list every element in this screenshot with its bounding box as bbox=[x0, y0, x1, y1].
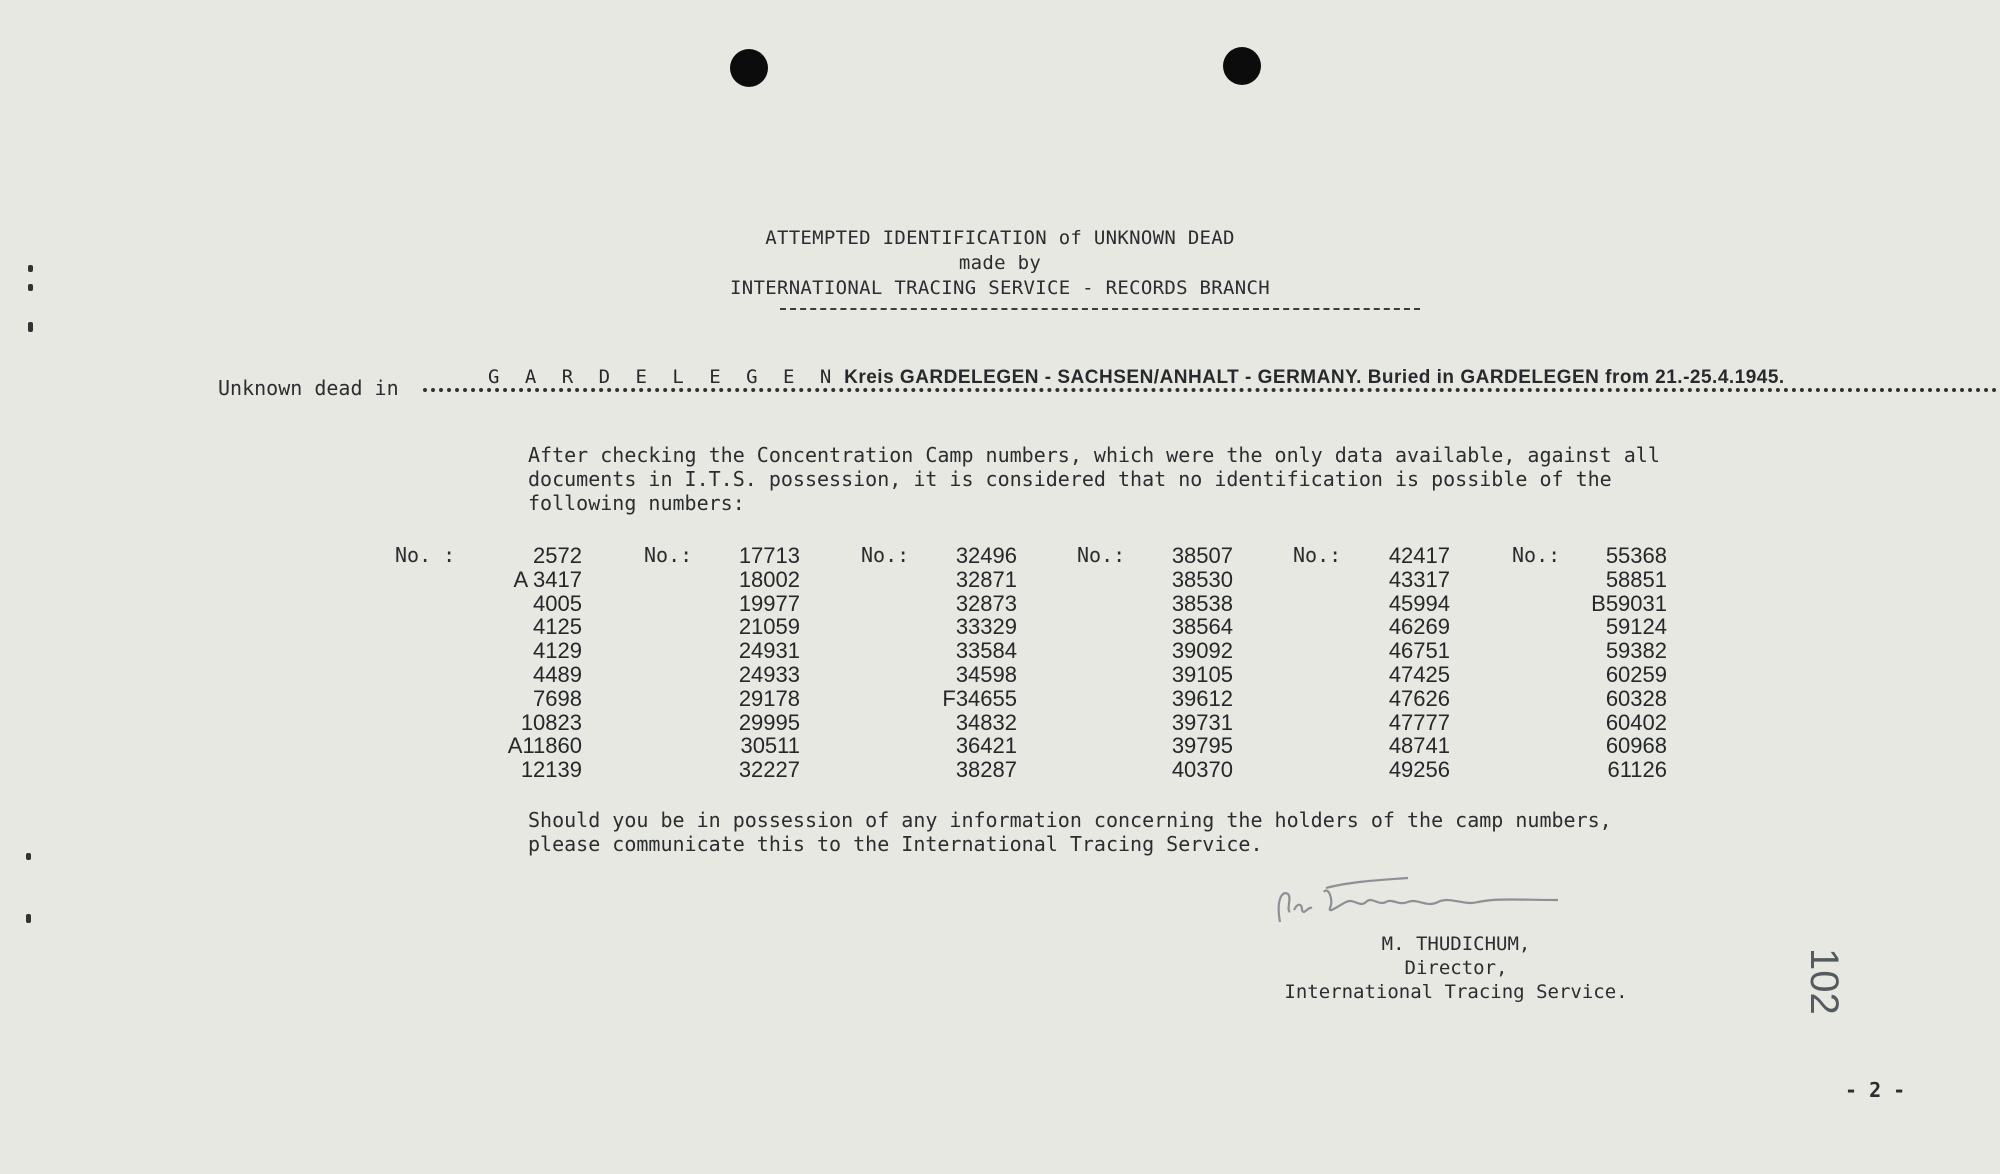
camp-number: 60328 bbox=[1605, 685, 1667, 711]
camp-number: 34832 bbox=[955, 709, 1017, 735]
camp-number: 46269 bbox=[1388, 614, 1450, 640]
camp-number: 47626 bbox=[1388, 685, 1450, 711]
number-column-label: No.: bbox=[1293, 543, 1342, 567]
camp-number: 17713 bbox=[738, 543, 800, 568]
camp-number: 43317 bbox=[1388, 566, 1450, 592]
location-label: Unknown dead in bbox=[218, 376, 399, 400]
camp-number: 4129 bbox=[533, 638, 582, 664]
camp-number: 39731 bbox=[1171, 709, 1233, 735]
camp-number: 33584 bbox=[955, 638, 1017, 664]
closing-paragraph bbox=[528, 808, 1612, 856]
camp-number: 18002 bbox=[738, 566, 800, 592]
camp-number: 46751 bbox=[1388, 638, 1450, 664]
heading-underline bbox=[780, 308, 1420, 310]
intro-line-1: After checking the Concentration Camp numbers, which were the only data available, against all bbox=[528, 443, 1660, 467]
camp-number: 40370 bbox=[1171, 757, 1233, 783]
camp-number: 24931 bbox=[738, 638, 800, 664]
camp-number: B59031 bbox=[1591, 590, 1667, 616]
camp-number: 4005 bbox=[533, 590, 582, 616]
document-heading bbox=[0, 226, 2000, 301]
camp-number: 58851 bbox=[1605, 566, 1667, 592]
intro-line-2: documents in I.T.S. possession, it is considered that no identification is possible of the bbox=[528, 467, 1612, 491]
camp-number: 55368 bbox=[1605, 543, 1667, 568]
camp-number: 38530 bbox=[1171, 566, 1233, 592]
camp-number: 39612 bbox=[1171, 685, 1233, 711]
page-number: - 2 - bbox=[1845, 1078, 1906, 1102]
location-line bbox=[218, 366, 1998, 402]
camp-number: 47777 bbox=[1388, 709, 1450, 735]
margin-mark bbox=[28, 322, 33, 332]
camp-number: 32873 bbox=[955, 590, 1017, 616]
number-column-label: No.: bbox=[644, 543, 693, 567]
camp-number: 29178 bbox=[738, 685, 800, 711]
camp-number: A 3417 bbox=[513, 566, 582, 592]
camp-number: 33329 bbox=[955, 614, 1017, 640]
punch-hole-left bbox=[730, 49, 768, 87]
camp-number: 48741 bbox=[1388, 733, 1450, 759]
signatory-name: M. THUDICHUM, bbox=[1381, 933, 1531, 955]
camp-number: 7698 bbox=[533, 685, 582, 711]
camp-number: 39092 bbox=[1171, 638, 1233, 664]
heading-line-2: made by bbox=[958, 252, 1042, 274]
camp-number: 60968 bbox=[1605, 733, 1667, 759]
camp-number: 29995 bbox=[738, 709, 800, 735]
signature-block bbox=[1236, 932, 1676, 1004]
camp-number: A11860 bbox=[507, 733, 582, 759]
side-stamp-number: 102 bbox=[1802, 948, 1846, 1015]
camp-number: 36421 bbox=[955, 733, 1017, 759]
closing-line-1: Should you be in possession of any information concerning the holders of the camp numbers, bbox=[528, 808, 1612, 832]
camp-number: 42417 bbox=[1388, 543, 1450, 568]
margin-mark bbox=[26, 914, 31, 923]
camp-number: 24933 bbox=[738, 662, 800, 687]
camp-number: 61126 bbox=[1607, 757, 1667, 783]
camp-number: 59124 bbox=[1605, 614, 1667, 640]
signatory-organization: International Tracing Service. bbox=[1284, 981, 1628, 1003]
camp-number: 38564 bbox=[1171, 614, 1233, 640]
number-column-label: No.: bbox=[1077, 543, 1126, 567]
number-column-label: No.: bbox=[1512, 543, 1561, 567]
signatory-title: Director, bbox=[1404, 957, 1508, 979]
intro-line-3: following numbers: bbox=[528, 491, 745, 515]
intro-paragraph bbox=[528, 443, 1660, 515]
camp-number: 38287 bbox=[955, 757, 1017, 783]
handwritten-signature bbox=[1268, 850, 1568, 930]
camp-number: 4489 bbox=[533, 662, 582, 687]
camp-number: F34655 bbox=[942, 685, 1017, 711]
camp-number: 4125 bbox=[533, 614, 582, 640]
camp-number: 21059 bbox=[738, 614, 800, 640]
camp-number: 32871 bbox=[955, 566, 1017, 592]
camp-number: 34598 bbox=[955, 662, 1017, 687]
camp-number: 19977 bbox=[738, 590, 800, 616]
number-column-label: No. : bbox=[395, 543, 456, 567]
camp-number: 2572 bbox=[533, 543, 582, 568]
place-name: G A R D E L E G E N bbox=[488, 366, 839, 388]
margin-mark bbox=[26, 853, 31, 860]
camp-number: 32227 bbox=[738, 757, 800, 783]
camp-number: 12139 bbox=[520, 757, 582, 783]
camp-number: 59382 bbox=[1605, 638, 1667, 664]
camp-number: 30511 bbox=[740, 733, 800, 759]
number-column-label: No.: bbox=[861, 543, 910, 567]
punch-hole-right bbox=[1223, 47, 1261, 85]
camp-number: 38507 bbox=[1171, 543, 1233, 568]
camp-number: 47425 bbox=[1388, 662, 1450, 687]
camp-number: 45994 bbox=[1388, 590, 1450, 616]
camp-number: 60259 bbox=[1605, 662, 1667, 687]
camp-number: 38538 bbox=[1171, 590, 1233, 616]
heading-line-3: INTERNATIONAL TRACING SERVICE - RECORDS BRANCH bbox=[730, 277, 1270, 299]
camp-number: 39795 bbox=[1171, 733, 1233, 759]
camp-number: 39105 bbox=[1171, 662, 1233, 687]
location-value bbox=[488, 366, 1785, 389]
camp-number: 32496 bbox=[955, 543, 1017, 568]
place-detail: Kreis GARDELEGEN - SACHSEN/ANHALT - GERMANY. Buried in GARDELEGEN from 21.-25.4.1945. bbox=[844, 367, 1785, 388]
closing-line-2: please communicate this to the International Tracing Service. bbox=[528, 832, 1263, 856]
camp-number: 10823 bbox=[520, 709, 582, 735]
heading-line-1: ATTEMPTED IDENTIFICATION of UNKNOWN DEAD bbox=[765, 227, 1235, 249]
camp-number: 49256 bbox=[1388, 757, 1450, 783]
camp-number: 60402 bbox=[1605, 709, 1667, 735]
